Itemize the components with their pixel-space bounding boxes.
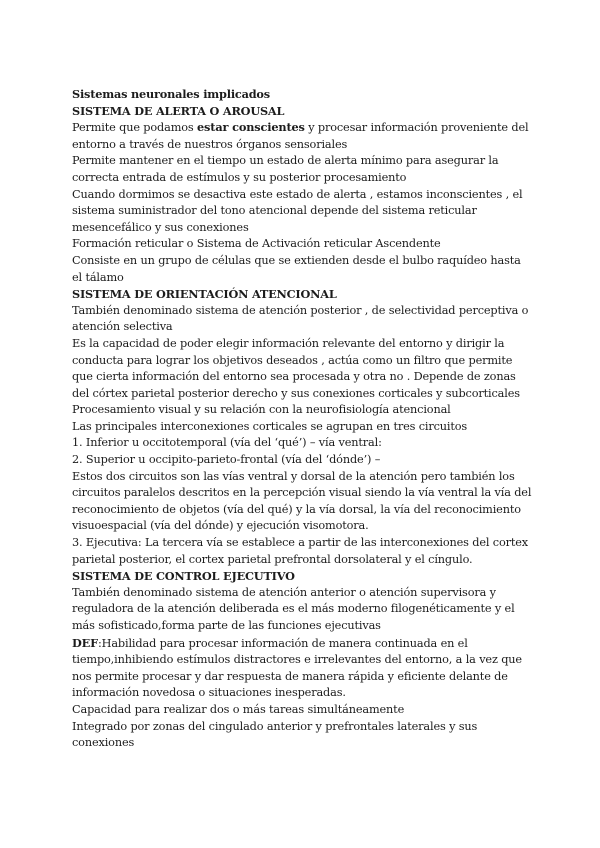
- paragraph: Capacidad para realizar dos o más tareas simultáneamente: [72, 702, 405, 716]
- paragraph: Permite mantener en el tiempo un estado de alerta mínimo para asegurar la correcta entrada de estímulos y su posterior procesamiento: [72, 154, 499, 184]
- paragraph: Consiste en un grupo de células que se extienden desde el bulbo raquídeo hasta el tálamo: [72, 253, 521, 284]
- paragraph: También denominado sistema de atención anterior o atención supervisora y reguladora de la atención deliberada es el más moderno filogenéticamente y el más sofisticado,forma parte de las funciones ejecutivas: [72, 585, 515, 632]
- definition-text: :Habilidad para procesar información de manera continuada en el tiempo,inhibiendo estímulos distractores e irrelevantes del entorno, a la vez que nos permite procesar y dar respuesta de manera rápida y eficiente delante de información novedosa o situaciones inesperadas.: [72, 636, 522, 700]
- list-item: 2. Superior u occipito-parieto-frontal (vía del ‘dónde’) –: [72, 453, 381, 467]
- section-heading-alerta: SISTEMA DE ALERTA O AROUSAL: [72, 103, 285, 118]
- document-page: [72, 86, 532, 752]
- bold-text: estar conscientes: [197, 120, 305, 135]
- paragraph: Las principales interconexiones corticales se agrupan en tres circuitos: [72, 419, 468, 433]
- list-item: 1. Inferior u occitotemporal (vía del ‘qué’) – vía ventral:: [72, 436, 382, 450]
- paragraph: [72, 119, 532, 153]
- document-title: Sistemas neuronales implicados: [72, 87, 270, 101]
- definition-paragraph: [72, 635, 532, 702]
- paragraph: Formación reticular o Sistema de Activación reticular Ascendente: [72, 237, 441, 251]
- paragraph: Integrado por zonas del cingulado anterior y prefrontales laterales y sus conexiones: [72, 719, 478, 750]
- paragraph: También denominado sistema de atención posterior , de selectividad perceptiva o atención selectiva: [72, 303, 529, 334]
- paragraph-text: Permite que podamos: [72, 121, 198, 135]
- paragraph: Procesamiento visual y su relación con la neurofisiología atencional: [72, 403, 451, 417]
- paragraph: Estos dos circuitos son las vías ventral y dorsal de la atención pero también los circuitos paralelos descritos en la percepción visual siendo la vía ventral la vía del reconocimiento de objetos (vía del qué) y la vía dorsal, la vía del reconocimiento visuoespacial (vía del dónde) y ejecución visomotora.: [72, 469, 532, 533]
- paragraph-text: y procesar información proveniente del entorno a través de nuestros órganos sensoriales: [72, 121, 529, 151]
- definition-label: DEF: [72, 635, 98, 650]
- section-heading-orientacion: SISTEMA DE ORIENTACIÓN ATENCIONAL: [72, 287, 337, 302]
- paragraph: Cuando dormimos se desactiva este estado de alerta , estamos inconscientes , el sistema suministrador del tono atencional depende del sistema reticular mesencefálico y sus conexiones: [72, 187, 523, 234]
- section-heading-control-ejecutivo: SISTEMA DE CONTROL EJECUTIVO: [72, 569, 295, 584]
- list-item: 3. Ejecutiva: La tercera vía se establece a partir de las interconexiones del cortex parietal posterior, el cortex parietal prefrontal dorsolateral y el cíngulo.: [72, 536, 529, 566]
- paragraph: Es la capacidad de poder elegir información relevante del entorno y dirigir la conducta para lograr los objetivos deseados , actúa como un filtro que permite que cierta información del entorno sea procesada y otra no . Depende de zonas del córtex parietal posterior derecho y sus conexiones corticales y subcorticales: [72, 336, 520, 400]
